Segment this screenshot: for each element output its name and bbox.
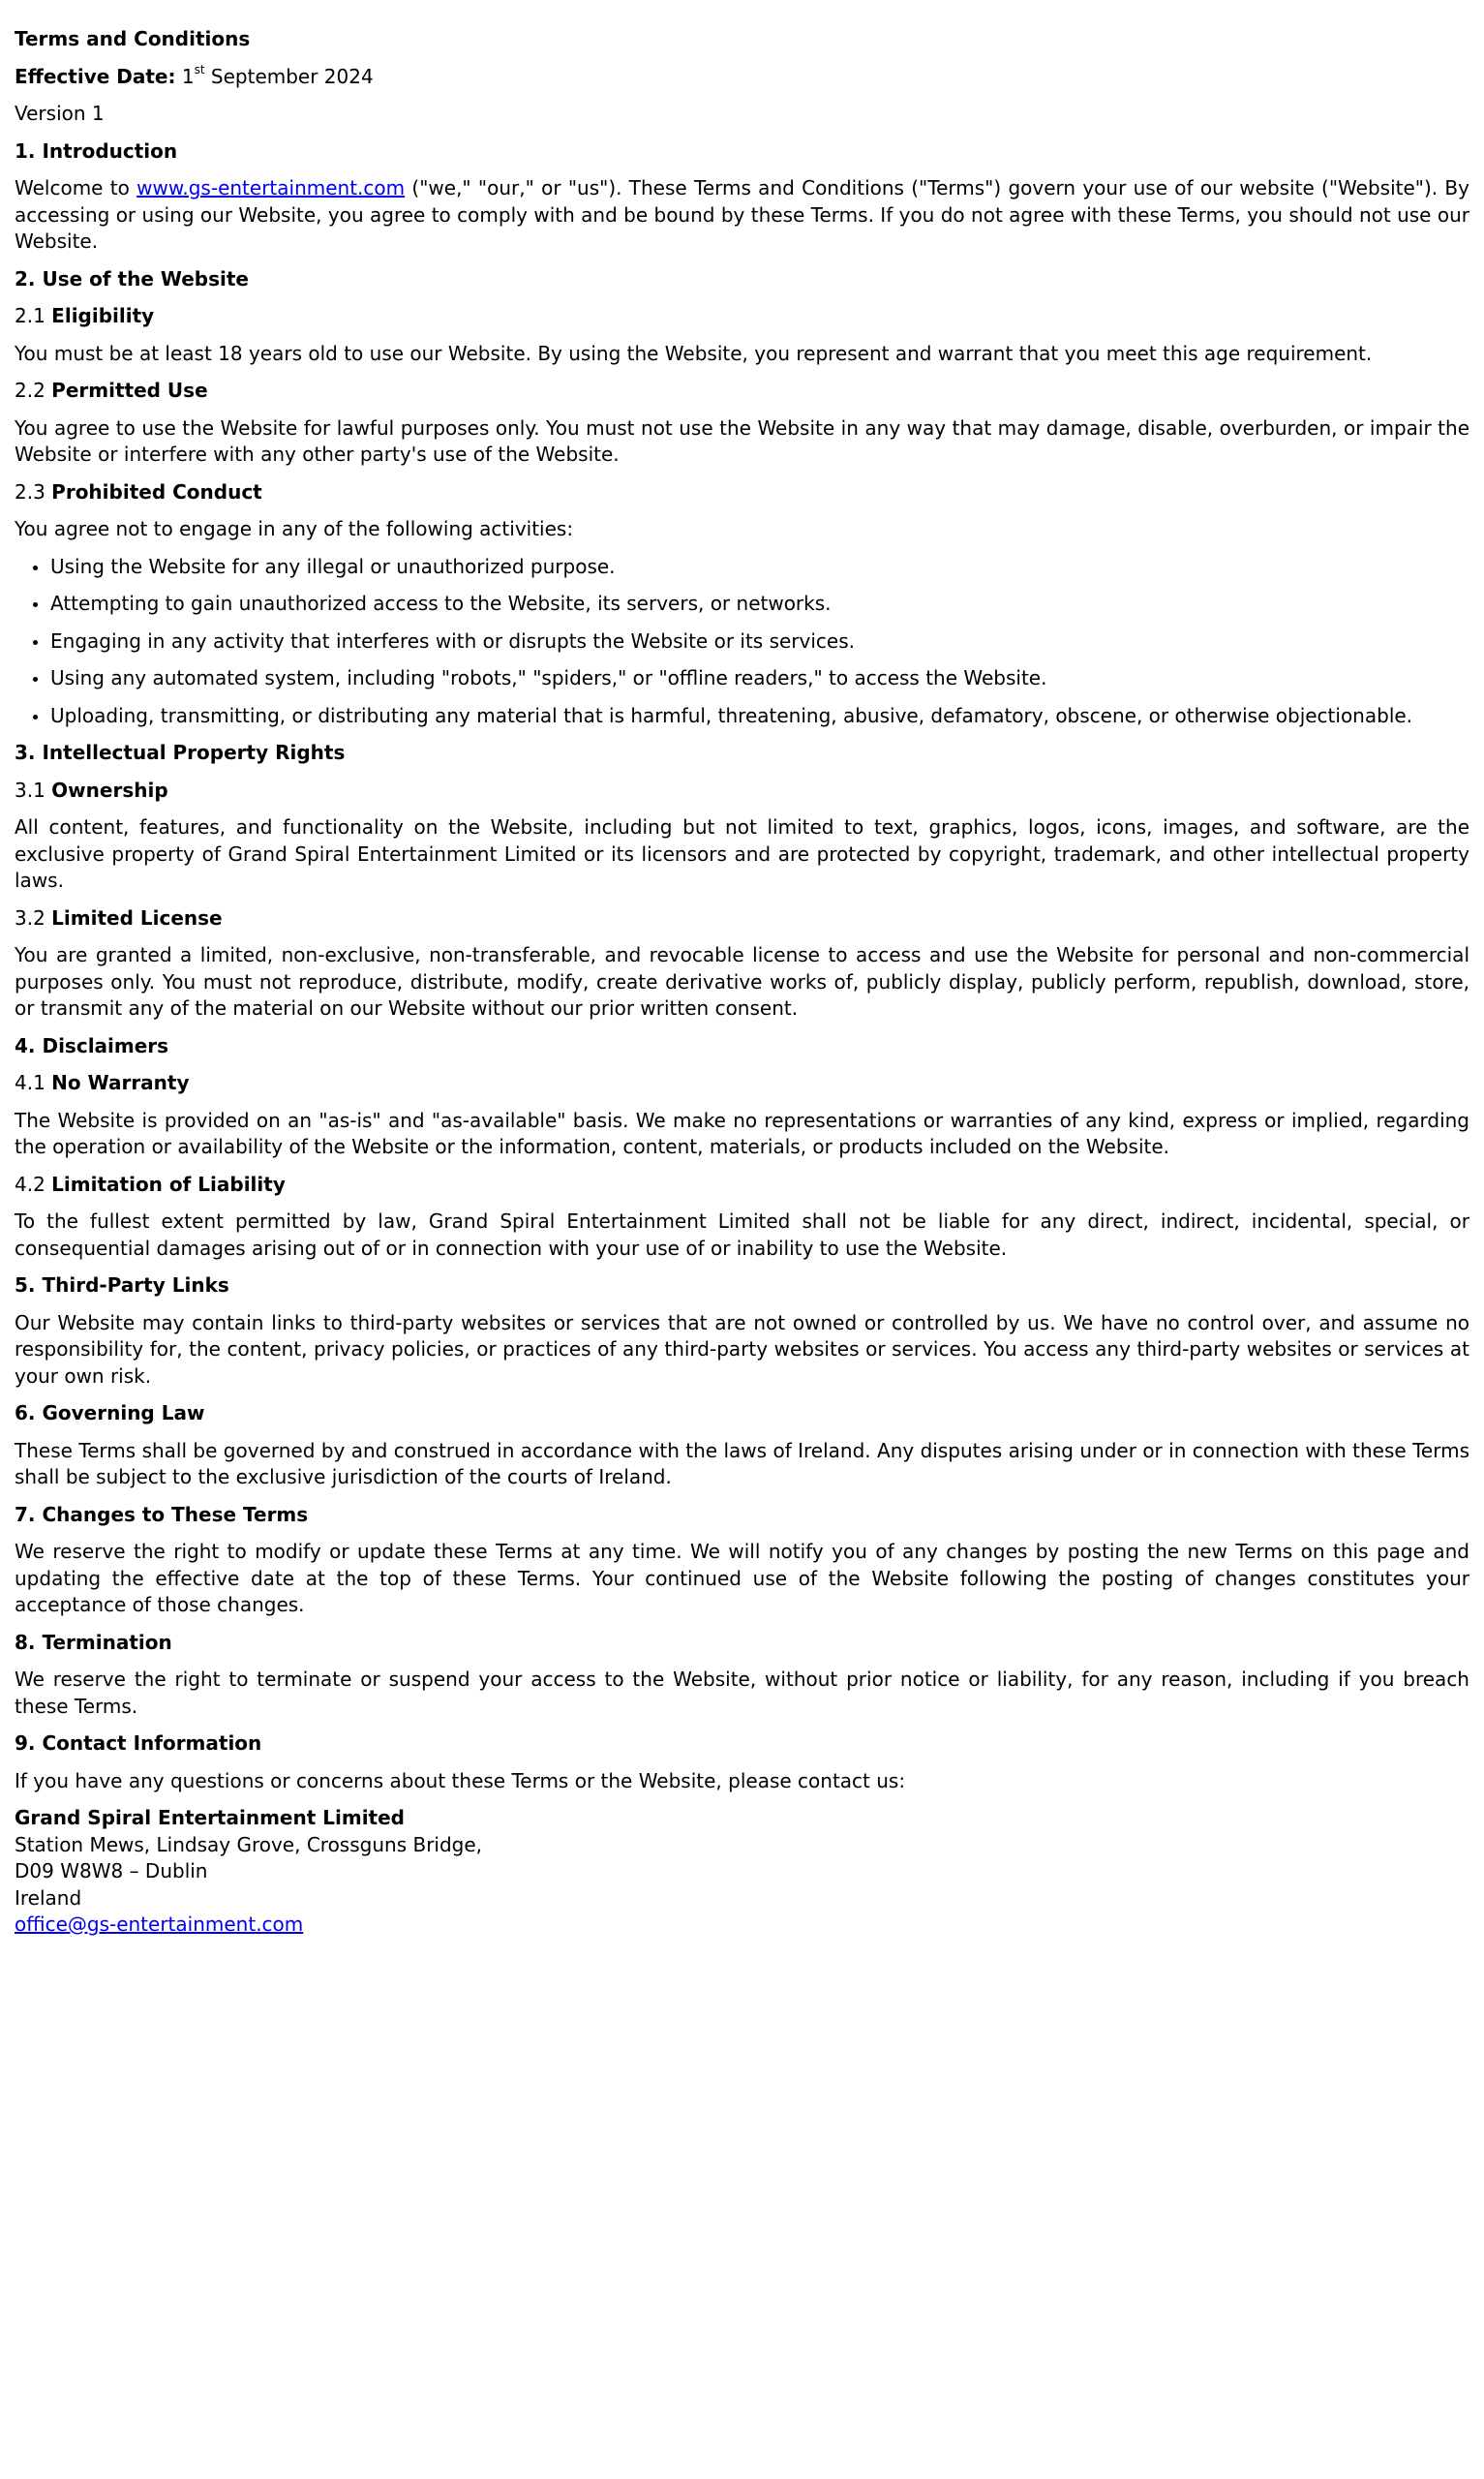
address-line: Station Mews, Lindsay Grove, Crossguns Bridge,	[15, 1832, 483, 1856]
subsection-no-warranty	[15, 1070, 1469, 1097]
bullet-icon	[33, 566, 38, 570]
section-heading-changes: 7. Changes to These Terms	[15, 1502, 309, 1526]
list-item-text: Engaging in any activity that interferes with or disrupts the Website or its services.	[50, 628, 855, 653]
section-heading-contact: 9. Contact Information	[15, 1731, 262, 1755]
subsection-ownership	[15, 778, 1469, 805]
governing-law-paragraph: These Terms shall be governed by and construed in accordance with the laws of Ireland. Any disputes arising under or in connection with these Terms shall be subject to the exclusive jurisdiction of the courts of Ireland.	[15, 1438, 1469, 1488]
limited-license-paragraph: You are granted a limited, non-exclusive, non-transferable, and revocable license to access and use the Website for personal and non-commercial purposes only. You must not reproduce, distribute, modify, create derivative works of, publicly display, publicly perform, republish, download, store, or transmit any of the material on our Website without our prior written consent.	[15, 943, 1469, 1020]
list-item	[50, 554, 1469, 581]
subsection-title: Limited License	[51, 905, 223, 930]
limitation-liability-paragraph: To the fullest extent permitted by law, Grand Spiral Entertainment Limited shall not be liable for any direct, indirect, incidental, special, or consequential damages arising out of or in connection with your use of or inability to use the Website.	[15, 1209, 1469, 1260]
section-heading-disclaimers: 4. Disclaimers	[15, 1033, 169, 1057]
effective-date-day: 1	[181, 64, 195, 88]
termination-paragraph: We reserve the right to terminate or suspend your access to the Website, without prior notice or liability, for any reason, including if you breach these Terms.	[15, 1668, 1469, 1718]
company-name: Grand Spiral Entertainment Limited	[15, 1806, 405, 1829]
list-item-text: Using the Website for any illegal or unauthorized purpose.	[50, 554, 616, 578]
list-item-text: Attempting to gain unauthorized access to the Website, its servers, or networks.	[50, 592, 832, 615]
website-link[interactable]: www.gs-entertainment.com	[136, 176, 406, 199]
document-title: Terms and Conditions	[15, 27, 251, 50]
subsection-title: Limitation of Liability	[51, 1172, 286, 1196]
address-line: D09 W8W8 – Dublin	[15, 1859, 208, 1882]
bullet-icon	[33, 715, 38, 719]
version-label: Version 1	[15, 102, 105, 125]
eligibility-paragraph: You must be at least 18 years old to use our Website. By using the Website, you represent and warrant that you meet this age requirement.	[15, 341, 1373, 365]
subsection-number: 3.2	[15, 905, 52, 930]
subsection-limited-license	[15, 905, 1469, 933]
subsection-title: No Warranty	[51, 1071, 190, 1094]
bullet-icon	[33, 640, 38, 645]
subsection-number: 2.1	[15, 304, 52, 327]
section-heading-governing-law: 6. Governing Law	[15, 1401, 205, 1424]
section-heading-use: 2. Use of the Website	[15, 266, 249, 291]
subsection-title: Ownership	[51, 778, 168, 802]
subsection-limitation-liability	[15, 1172, 1469, 1199]
subsection-number: 3.1	[15, 778, 52, 802]
bullet-icon	[33, 602, 38, 607]
subsection-prohibited-conduct	[15, 479, 1469, 506]
intro-post-link: ("we," "our," or "us"). These Terms and Conditions ("Terms") govern your use of our website ("Website"). By accessing or using our Website, you agree to comply with and be bound by these Terms. If you do not agree with these Terms, you should not use our Website.	[15, 176, 1469, 253]
list-item	[50, 703, 1469, 730]
subsection-eligibility	[15, 303, 1469, 330]
email-link[interactable]: office@gs-entertainment.com	[15, 1913, 304, 1936]
subsection-number: 2.2	[15, 379, 52, 402]
ownership-paragraph: All content, features, and functionality on the Website, including but not limited to text, graphics, logos, icons, images, and software, are the exclusive property of Grand Spiral Entertainment Limited or its licensors and are protected by copyright, trademark, and other intellectual property laws.	[15, 815, 1469, 892]
effective-date-label: Effective Date:	[15, 64, 176, 88]
changes-paragraph: We reserve the right to modify or update these Terms at any time. We will notify you of any changes by posting the new Terms on this page and updating the effective date at the top of these Terms. Your continued use of the Website following the posting of changes constitutes your acceptance of those changes.	[15, 1540, 1469, 1616]
list-item	[50, 591, 1469, 618]
prohibited-conduct-intro: You agree not to engage in any of the following activities:	[15, 517, 574, 540]
permitted-use-paragraph: You agree to use the Website for lawful purposes only. You must not use the Website in any way that may damage, disable, overburden, or impair the Website or interfere with any other party's use of the Website.	[15, 415, 1469, 466]
list-item	[50, 665, 1469, 692]
section-heading-termination: 8. Termination	[15, 1630, 172, 1654]
effective-date-suffix: st	[194, 62, 205, 77]
introduction-paragraph	[15, 175, 1469, 256]
bullet-icon	[33, 677, 38, 682]
subsection-number: 4.1	[15, 1071, 52, 1094]
third-party-paragraph: Our Website may contain links to third-party websites or services that are not owned or controlled by us. We have no control over, and assume no responsibility for, the content, privacy policies, or practices of any third-party websites or services. You access any third-party websites or services at your own risk.	[15, 1310, 1469, 1388]
no-warranty-paragraph: The Website is provided on an "as-is" and "as-available" basis. We make no representations or warranties of any kind, express or implied, regarding the operation or availability of the Website or the information, content, materials, or products included on the Website.	[15, 1108, 1469, 1158]
section-heading-introduction: 1. Introduction	[15, 138, 178, 163]
intro-pre-link: Welcome to	[15, 176, 137, 199]
subsection-title: Eligibility	[51, 304, 155, 327]
contact-address-block	[15, 1805, 1469, 1939]
effective-date-rest: September 2024	[204, 64, 374, 88]
section-heading-third-party: 5. Third-Party Links	[15, 1273, 229, 1297]
subsection-permitted-use	[15, 378, 1469, 405]
subsection-number: 2.3	[15, 479, 52, 504]
contact-paragraph: If you have any questions or concerns about these Terms or the Website, please contact us:	[15, 1768, 906, 1792]
section-heading-ip-rights: 3. Intellectual Property Rights	[15, 741, 346, 764]
address-line: Ireland	[15, 1885, 82, 1910]
effective-date	[15, 64, 1469, 91]
list-item-text: Uploading, transmitting, or distributing any material that is harmful, threatening, abusive, defamatory, obscene, or otherwise objectionable.	[50, 703, 1413, 727]
subsection-title: Permitted Use	[51, 379, 208, 402]
subsection-title: Prohibited Conduct	[51, 479, 262, 504]
list-item-text: Using any automated system, including "robots," "spiders," or "offline readers," to access the Website.	[50, 666, 1047, 689]
subsection-number: 4.2	[15, 1172, 52, 1196]
list-item	[50, 628, 1469, 656]
prohibited-activities-list	[15, 554, 1469, 730]
